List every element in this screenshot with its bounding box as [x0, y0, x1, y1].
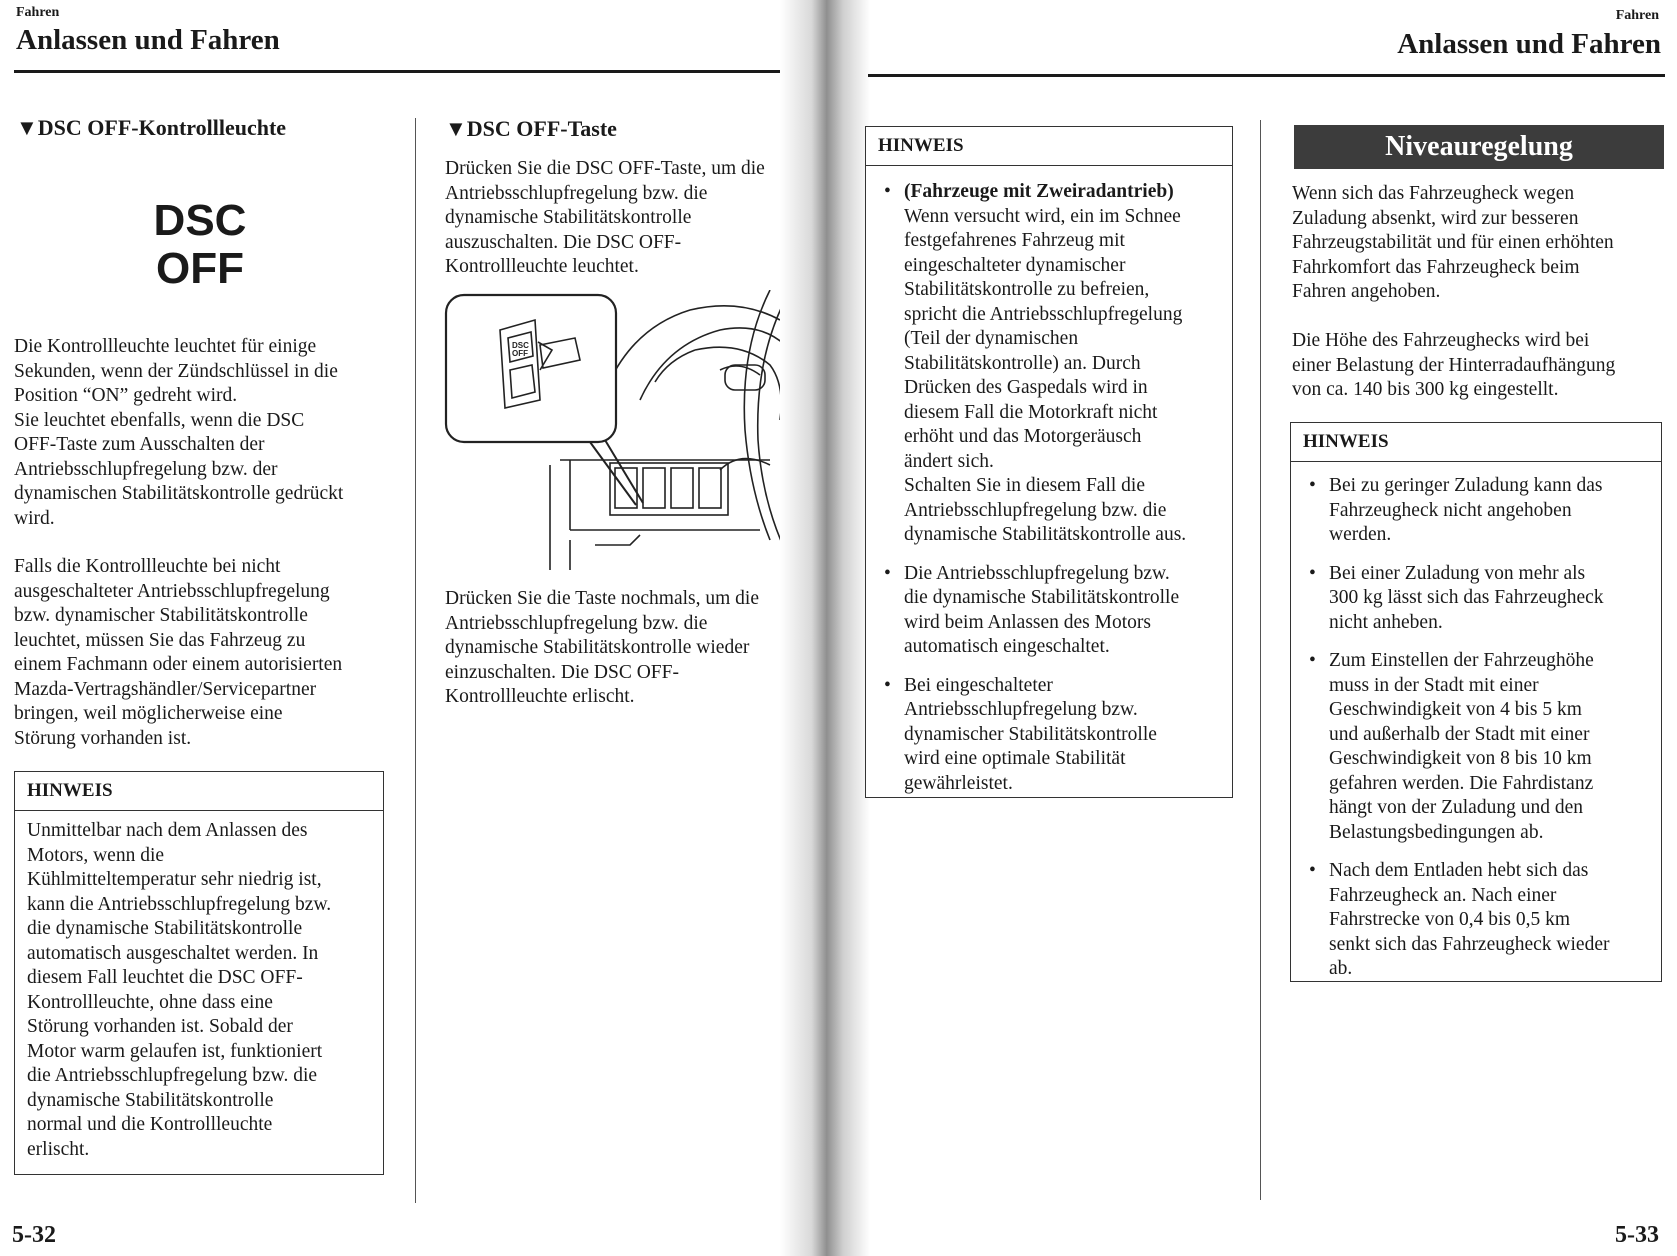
- dsc-indicator-paragraph-2: Falls die Kontrollleuchte bei nicht ausgeschalteter Antriebsschlupfregelung bzw. dynamischer Stabilitätskontrolle leuchtet, müssen Sie das Fahrzeug zu einem Fachmann oder einem autorisierten Mazda-Vertragshändler/Servicepartner bringen, weil möglicherweise eine Störung vorhanden ist.: [14, 556, 343, 749]
- svg-text:OFF: OFF: [512, 349, 528, 358]
- note-title: HINWEIS: [1291, 423, 1661, 462]
- note-item: • Nach dem Entladen hebt sich das Fahrzeugheck an. Nach einer Fahrstrecke von 0,4 bis 0,5 km senkt sich das Fahrzeugheck wieder ab.: [1309, 860, 1610, 979]
- right-note-box: [865, 126, 1233, 798]
- note-item: • Bei zu geringer Zuladung kann das Fahrzeugheck nicht angehoben werden.: [1309, 475, 1603, 545]
- triangle-marker-icon: ▼: [445, 116, 467, 141]
- dsc-button-paragraph-1: Drücken Sie die DSC OFF-Taste, um die Antriebsschlupfregelung bzw. die dynamische Stabilitätskontrolle auszuschalten. Die DSC OFF- Kontrollleuchte leuchtet.: [445, 158, 765, 277]
- bullet-icon: •: [884, 562, 891, 584]
- note-title: HINWEIS: [866, 127, 1232, 166]
- bullet-icon: •: [884, 181, 891, 202]
- dsc-off-button-heading: ▼DSC OFF-Taste: [445, 116, 617, 141]
- bullet-icon: •: [1309, 650, 1316, 671]
- illustration-button-label: DSC: [512, 341, 529, 350]
- niveauregelung-banner: Niveauregelung: [1294, 125, 1664, 169]
- niveau-note-box: [1290, 422, 1662, 982]
- note-item: • (Fahrzeuge mit Zweiradantrieb) Wenn versucht wird, ein im Schnee festgefahrenes Fahrzeug mit eingeschalteter dynamischer Stabilitätskontrolle zu befreien, spricht die Antriebsschlupfregelung (Teil der dynamischen Stabilitätskontrolle) an. Durch Drücken des Gaspedals wird in diesem Fall die Motorkraft nicht erhöht und das Motorgeräusch ändert sich. Schalten Sie in diesem Fall die Antriebsschlupfregelung bzw. die dynamische Stabilitätskontrolle aus.: [884, 181, 1187, 545]
- dsc-off-symbol: DSC OFF: [153, 196, 247, 293]
- note-item: • Bei eingeschalteter Antriebsschlupfregelung bzw. dynamischer Stabilitätskontrolle wird eine optimale Stabilität gewährleistet.: [884, 674, 1157, 794]
- left-column-divider: [415, 118, 416, 1203]
- note-text: Unmittelbar nach dem Anlassen des Motors, wenn die Kühlmitteltemperatur sehr niedrig ist, kann die Antriebsschlupfregelung bzw. die dynamische Stabilitätskontrolle automatisch ausgeschaltet werden. In diesem Fall leuchtet die DSC OFF- Kontrollleuchte, ohne dass eine Störung vorhanden ist. Sobald der Motor warm gelaufen ist, funktioniert die Antriebsschlupfregelung bzw. die dynamische Stabilitätskontrolle normal und die Kontrollleuchte erlischt.: [27, 820, 332, 1160]
- dsc-indicator-paragraph-1: Die Kontrollleuchte leuchtet für einige Sekunden, wenn der Zündschlüssel in die Position “ON” gedreht wird. Sie leuchtet ebenfalls, wenn die DSC OFF-Taste zum Ausschalten der Antriebsschlupfregelung bzw. der dynamischen Stabilitätskontrolle gedrückt wird.: [14, 336, 344, 529]
- left-chapter-title: Anlassen und Fahren: [16, 24, 280, 56]
- dsc-button-illustration: [440, 290, 810, 580]
- bullet-icon: •: [1309, 562, 1316, 584]
- right-page-number: 5-33: [1615, 1222, 1659, 1248]
- bullet-icon: •: [884, 674, 891, 696]
- triangle-marker-icon: ▼: [16, 115, 38, 140]
- left-section-label: Fahren: [16, 5, 60, 20]
- note-title: HINWEIS: [15, 772, 383, 811]
- right-column-divider: [1260, 120, 1261, 1200]
- niveau-paragraph-2: Die Höhe des Fahrzeughecks wird bei einer Belastung der Hinterradaufhängung von ca. 140 bis 300 kg eingestellt.: [1292, 330, 1616, 400]
- right-section-label: Fahren: [1615, 8, 1659, 23]
- right-chapter-title: Anlassen und Fahren: [1397, 28, 1661, 60]
- note-item: • Die Antriebsschlupfregelung bzw. die dynamische Stabilitätskontrolle wird beim Anlassen des Motors automatisch eingeschaltet.: [884, 562, 1180, 657]
- left-note-box: [14, 771, 384, 1175]
- right-header-rule: [868, 74, 1665, 77]
- bullet-icon: •: [1309, 860, 1316, 881]
- note-item: • Zum Einstellen der Fahrzeughöhe muss in der Stadt mit einer Geschwindigkeit von 4 bis 5 km und außerhalb der Stadt mit einer Geschwindigkeit von 8 bis 10 km gefahren werden. Die Fahrdistanz hängt von der Zuladung und den Belastungsbedingungen ab.: [1309, 650, 1594, 843]
- dsc-button-paragraph-2: Drücken Sie die Taste nochmals, um die Antriebsschlupfregelung bzw. die dynamische Stabilitätskontrolle wieder einzuschalten. Die DSC OFF- Kontrollleuchte erlischt.: [445, 588, 759, 707]
- left-page-number: 5-32: [12, 1222, 56, 1248]
- dsc-off-indicator-heading: ▼DSC OFF-Kontrollleuchte: [16, 115, 287, 140]
- bullet-icon: •: [1309, 475, 1316, 496]
- left-header-rule: [14, 70, 809, 73]
- book-gutter: [780, 0, 870, 1256]
- note-item: • Bei einer Zuladung von mehr als 300 kg lässt sich das Fahrzeugheck nicht anheben.: [1309, 562, 1604, 633]
- niveau-paragraph-1: Wenn sich das Fahrzeugheck wegen Zuladung absenkt, wird zur besseren Fahrzeugstabilität und für einen erhöhten Fahrkomfort das Fahrzeugheck beim Fahren angehoben.: [1292, 183, 1614, 302]
